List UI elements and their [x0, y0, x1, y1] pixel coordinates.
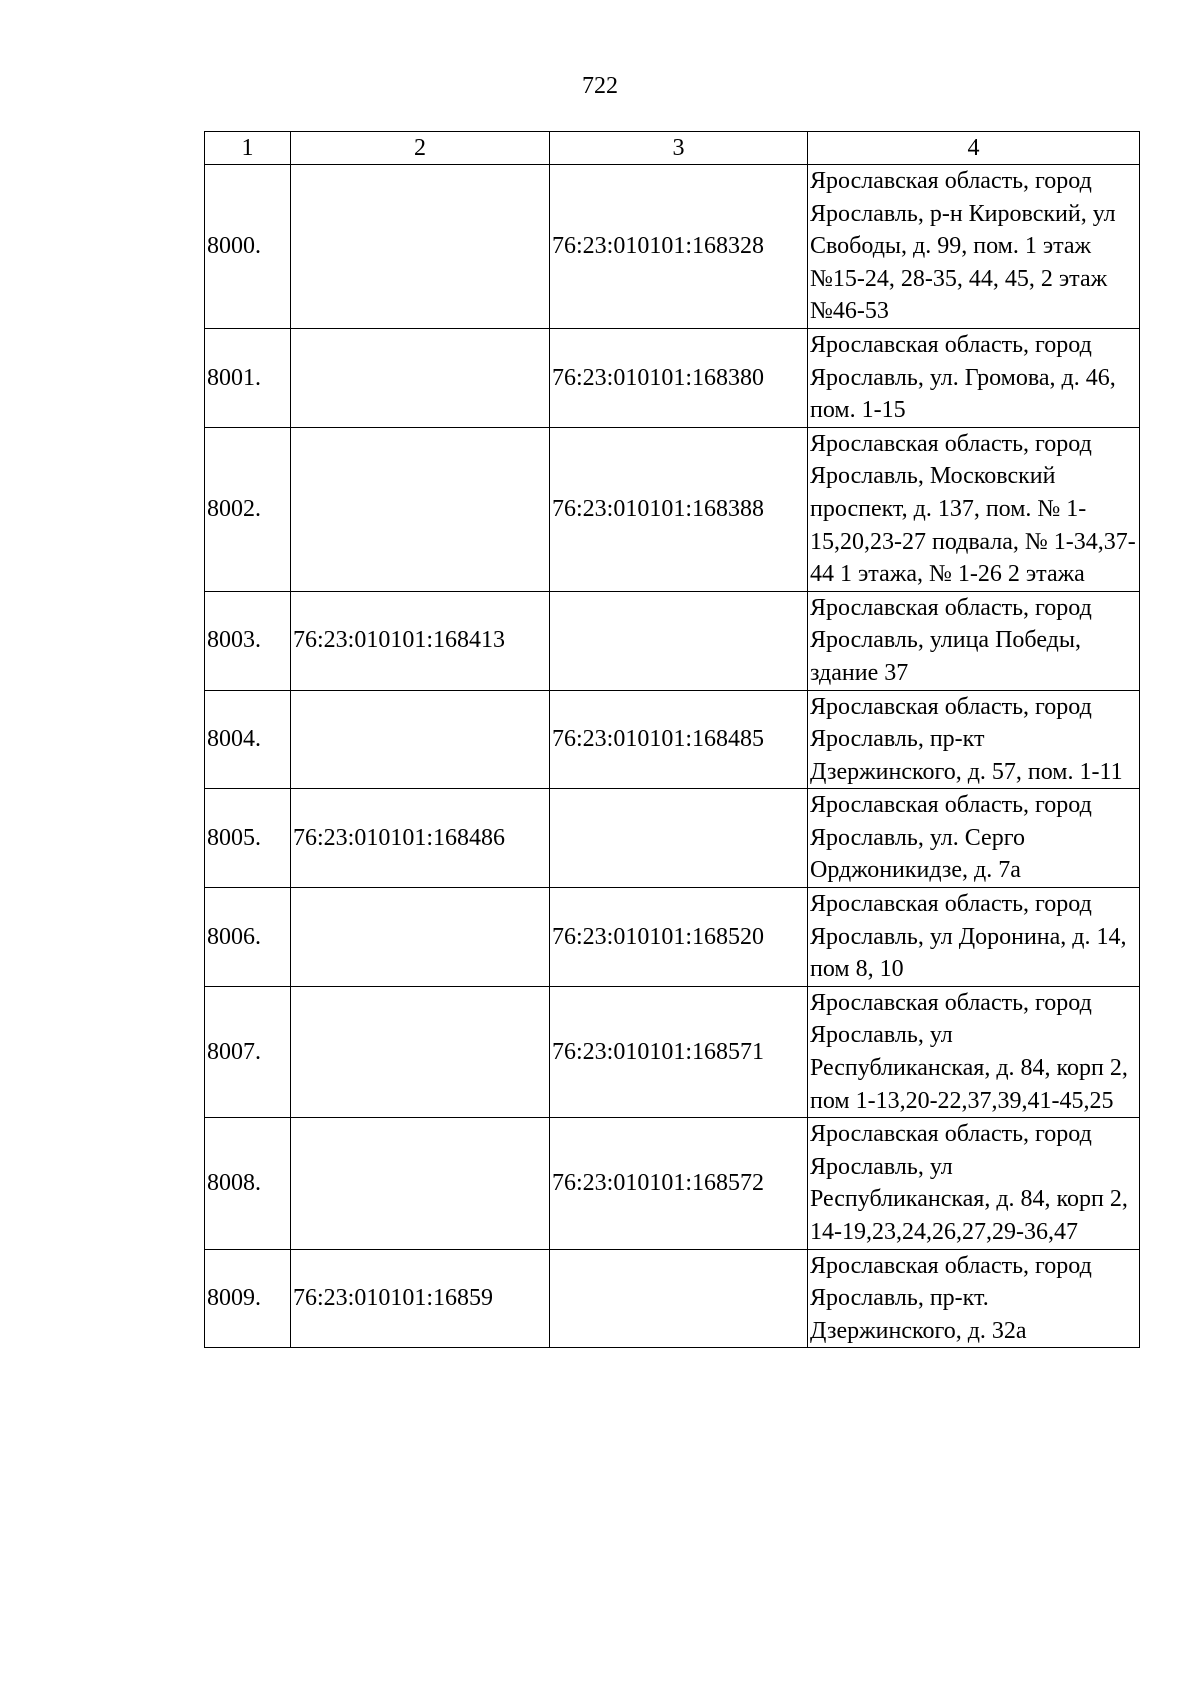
table-row — [205, 591, 1140, 690]
row-number: 8005. — [205, 789, 291, 888]
cadastral-number-col2 — [291, 328, 550, 427]
table-row — [205, 690, 1140, 789]
address-cell: Ярославская область, город Ярославль, ул. Громова, д. 46, пом. 1-15 — [808, 328, 1140, 427]
table-row — [205, 789, 1140, 888]
column-header-4: 4 — [808, 132, 1140, 165]
address-cell: Ярославская область, город Ярославль, ул Республиканская, д. 84, корп 2, 14-19,23,24,26,27,29-36,47 — [808, 1118, 1140, 1249]
row-number: 8003. — [205, 591, 291, 690]
cadastral-number-col3: 76:23:010101:168571 — [550, 986, 808, 1117]
page-number: 722 — [582, 73, 618, 99]
address-cell: Ярославская область, город Ярославль, улица Победы, здание 37 — [808, 591, 1140, 690]
table-row — [205, 165, 1140, 329]
row-number: 8007. — [205, 986, 291, 1117]
cadastral-number-col2 — [291, 1118, 550, 1249]
address-cell: Ярославская область, город Ярославль, ул Республиканская, д. 84, корп 2, пом 1-13,20-22,37,39,41-45,25 — [808, 986, 1140, 1117]
row-number: 8000. — [205, 165, 291, 329]
table-row — [205, 1249, 1140, 1348]
address-cell: Ярославская область, город Ярославль, ул. Серго Орджоникидзе, д. 7а — [808, 789, 1140, 888]
cadastral-number-col2: 76:23:010101:168413 — [291, 591, 550, 690]
row-number: 8008. — [205, 1118, 291, 1249]
table-row — [205, 328, 1140, 427]
table-row — [205, 888, 1140, 987]
cadastral-number-col3 — [550, 591, 808, 690]
cadastral-number-col2 — [291, 427, 550, 591]
cadastral-number-col2: 76:23:010101:168486 — [291, 789, 550, 888]
row-number: 8002. — [205, 427, 291, 591]
cadastral-number-col2 — [291, 888, 550, 987]
cadastral-number-col3 — [550, 789, 808, 888]
table-header-row — [205, 132, 1140, 165]
cadastral-number-col3: 76:23:010101:168328 — [550, 165, 808, 329]
column-header-2: 2 — [291, 132, 550, 165]
cadastral-number-col2 — [291, 690, 550, 789]
cadastral-number-col2 — [291, 986, 550, 1117]
address-cell: Ярославская область, город Ярославль, Московский проспект, д. 137, пом. № 1-15,20,23-27 подвала, № 1-34,37-44 1 этажа, № 1-26 2 этажа — [808, 427, 1140, 591]
table-row — [205, 427, 1140, 591]
column-header-3: 3 — [550, 132, 808, 165]
address-cell: Ярославская область, город Ярославль, пр-кт Дзержинского, д. 57, пом. 1-11 — [808, 690, 1140, 789]
cadastral-number-col3: 76:23:010101:168485 — [550, 690, 808, 789]
cadastral-number-col3: 76:23:010101:168380 — [550, 328, 808, 427]
cadastral-number-col3: 76:23:010101:168388 — [550, 427, 808, 591]
address-cell: Ярославская область, город Ярославль, пр-кт. Дзержинского, д. 32а — [808, 1249, 1140, 1348]
row-number: 8001. — [205, 328, 291, 427]
cadastral-number-col3: 76:23:010101:168520 — [550, 888, 808, 987]
address-cell: Ярославская область, город Ярославль, ул Доронина, д. 14, пом 8, 10 — [808, 888, 1140, 987]
table-row — [205, 986, 1140, 1117]
cadastral-number-col3 — [550, 1249, 808, 1348]
cadastral-number-col3: 76:23:010101:168572 — [550, 1118, 808, 1249]
table-row — [205, 1118, 1140, 1249]
address-cell: Ярославская область, город Ярославль, р-н Кировский, ул Свободы, д. 99, пом. 1 этаж №15-24, 28-35, 44, 45, 2 этаж №46-53 — [808, 165, 1140, 329]
row-number: 8006. — [205, 888, 291, 987]
cadastral-number-col2: 76:23:010101:16859 — [291, 1249, 550, 1348]
column-header-1: 1 — [205, 132, 291, 165]
row-number: 8004. — [205, 690, 291, 789]
cadastral-number-col2 — [291, 165, 550, 329]
row-number: 8009. — [205, 1249, 291, 1348]
registry-table — [204, 131, 1140, 1348]
